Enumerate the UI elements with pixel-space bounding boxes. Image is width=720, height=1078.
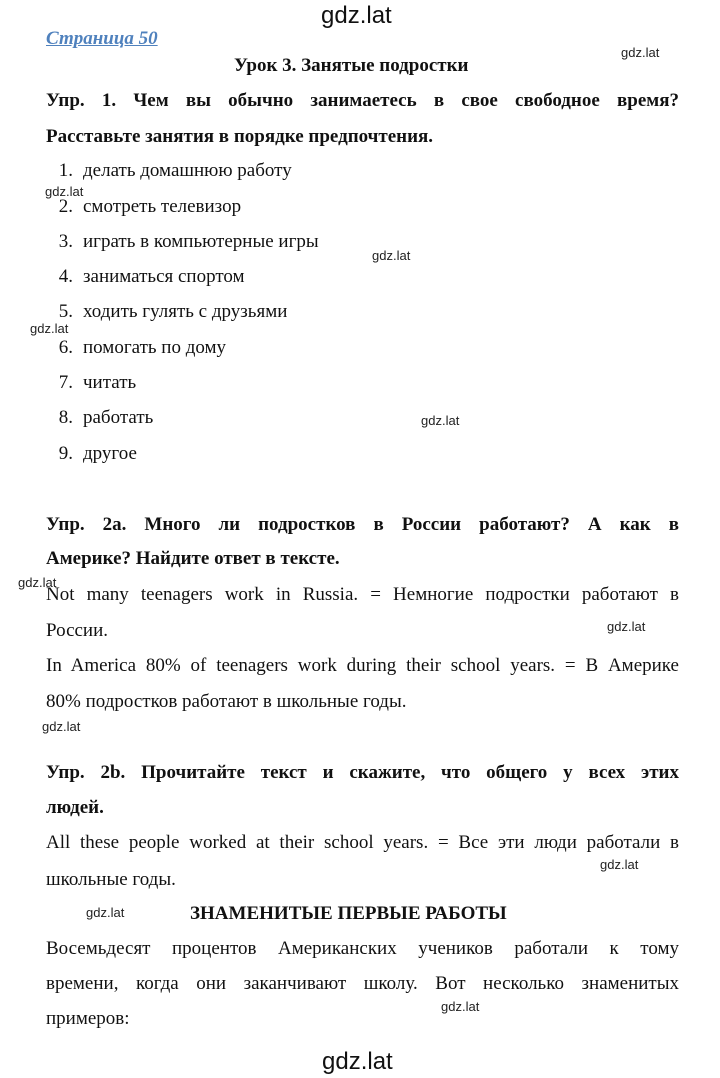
list-text: другое — [83, 443, 137, 464]
watermark: gdz.lat — [607, 619, 646, 634]
list-text: играть в компьютерные игры — [83, 231, 319, 252]
list-number: 7. — [58, 372, 73, 393]
watermark: gdz.lat — [42, 719, 81, 734]
text-line2: времени, когда они заканчивают школу. Вот несколько знаменитых — [46, 973, 679, 994]
text-line1: Восемьдесят процентов Американских учеников работали к тому — [46, 938, 679, 959]
ex2a-answer2-line1: In America 80% of teenagers work during their school years. = В Америке — [46, 655, 679, 676]
list-text: смотреть телевизор — [83, 196, 242, 217]
watermark: gdz.lat — [621, 45, 660, 60]
list-item — [46, 372, 136, 394]
list-item — [46, 196, 241, 218]
list-number: 6. — [58, 337, 73, 358]
ex2a-prompt-line1: Упр. 2a. Много ли подростков в России работают? А как в — [46, 514, 679, 535]
list-number: 3. — [58, 231, 73, 252]
list-text: помогать по дому — [83, 337, 227, 358]
watermark: gdz.lat — [372, 248, 411, 263]
list-number: 5. — [58, 301, 73, 322]
list-text: работать — [83, 407, 154, 428]
watermark: gdz.lat — [86, 905, 125, 920]
ex2b-answer-line1: All these people worked at their school years. = Все эти люди работали в — [46, 832, 679, 853]
list-item — [46, 407, 153, 429]
list-item — [46, 231, 319, 253]
list-item — [46, 443, 137, 465]
list-item — [46, 266, 245, 288]
list-number: 9. — [58, 443, 73, 464]
list-item — [46, 337, 226, 359]
text-line3: примеров: — [46, 1008, 130, 1029]
watermark: gdz.lat — [45, 184, 84, 199]
list-text: делать домашнюю работу — [83, 160, 292, 181]
list-number: 2. — [58, 196, 73, 217]
ex2a-answer1-line1: Not many teenagers work in Russia. = Немногие подростки работают в — [46, 584, 679, 605]
list-number: 1. — [58, 160, 73, 181]
list-number: 8. — [58, 407, 73, 428]
list-item — [46, 301, 287, 323]
watermark: gdz.lat — [30, 321, 69, 336]
watermark-bottom: gdz.lat — [322, 1048, 393, 1075]
list-text: читать — [83, 372, 137, 393]
text-title: ЗНАМЕНИТЫЕ ПЕРВЫЕ РАБОТЫ — [190, 903, 507, 924]
watermark: gdz.lat — [600, 857, 639, 872]
watermark: gdz.lat — [18, 575, 57, 590]
watermark-top: gdz.lat — [321, 2, 392, 29]
watermark: gdz.lat — [421, 413, 460, 428]
ex2a-answer1-line2: России. — [46, 620, 109, 641]
ex2a-answer2-line2: 80% подростков работают в школьные годы. — [46, 691, 407, 712]
list-item — [46, 160, 292, 182]
watermark: gdz.lat — [441, 999, 480, 1014]
page-link[interactable]: Страница 50 — [46, 28, 158, 49]
list-text: заниматься спортом — [83, 266, 245, 287]
lesson-title: Урок 3. Занятые подростки — [234, 55, 469, 76]
ex1-prompt-line2: Расставьте занятия в порядке предпочтения. — [46, 126, 434, 147]
ex1-prompt-line1: Упр. 1. Чем вы обычно занимаетесь в свое свободное время? — [46, 90, 679, 111]
list-number: 4. — [58, 266, 73, 287]
ex2b-answer-line2: школьные годы. — [46, 869, 176, 890]
ex2a-prompt-line2: Америке? Найдите ответ в тексте. — [46, 548, 340, 569]
ex2b-prompt-line1: Упр. 2b. Прочитайте текст и скажите, что общего у всех этих — [46, 762, 679, 783]
ex2b-prompt-line2: людей. — [46, 797, 104, 818]
list-text: ходить гулять с друзьями — [83, 301, 288, 322]
